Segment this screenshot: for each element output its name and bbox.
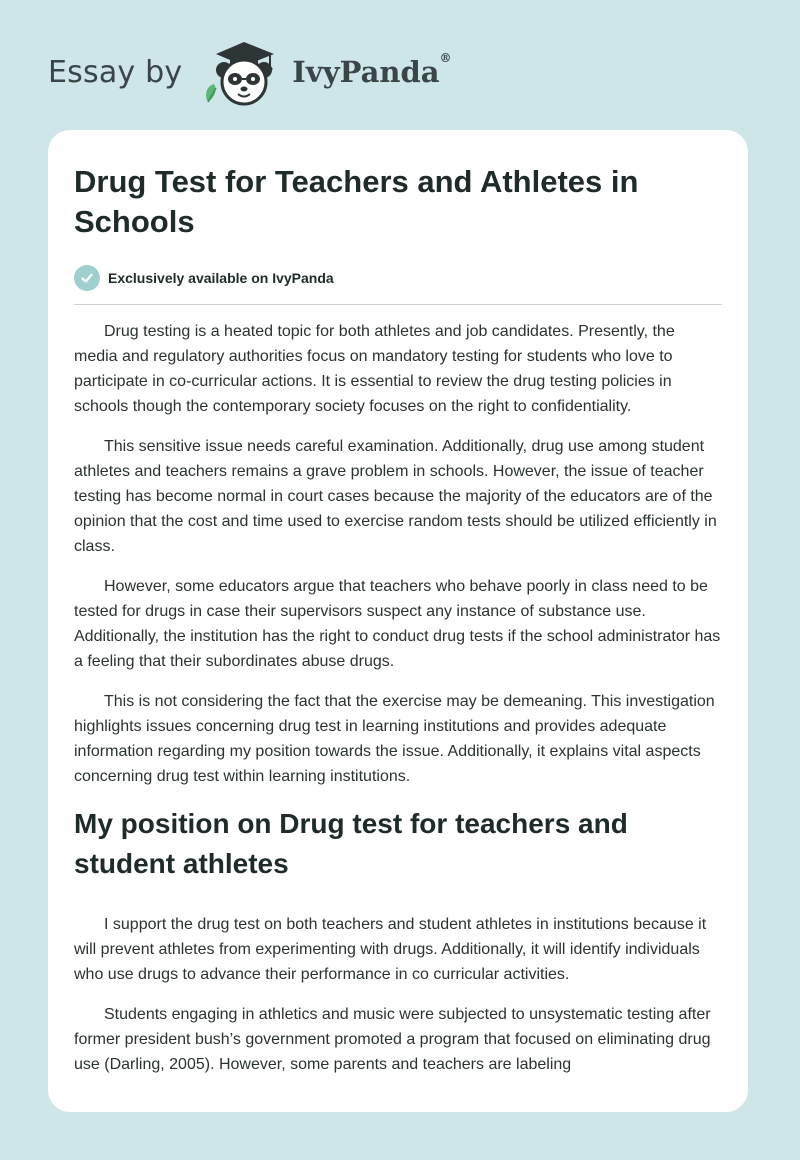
registered-mark: ® [439, 51, 452, 65]
section-heading: My position on Drug test for teachers and student athletes [74, 808, 628, 879]
exclusive-badge [74, 264, 722, 292]
paragraph: Students engaging in athletics and music were subjected to unsystematic testing after former president bush’s government promoted a program that focused on eliminating drug use (Darling, 2005). However, some parents and teachers are labeling [74, 1006, 711, 1073]
article-card [48, 130, 748, 1112]
article-body [74, 319, 722, 1077]
panda-logo-icon[interactable] [198, 36, 290, 108]
paragraph: However, some educators argue that teachers who behave poorly in class need to be tested for drugs in case their supervisors suspect any instance of substance use. Additionally, the institution has the right to conduct drug tests if the school administrator has a feeling that their subordinates abuse drugs. [74, 578, 721, 670]
paragraph: Drug testing is a heated topic for both athletes and job candidates. Presently, the media and regulatory authorities focus on mandatory testing for students who love to participate in co-curricular actions. It is essential to review the drug testing policies in schools though the contemporary society focuses on the right to confidentiality. [74, 323, 675, 415]
brand-prefix: Essay by [48, 54, 183, 90]
divider [74, 304, 722, 305]
paragraph: This is not considering the fact that the exercise may be demeaning. This investigation highlights issues concerning drug test in learning institutions and provides adequate information regarding my position towards the issue. Additionally, it explains vital aspects concerning drug test within learning institutions. [74, 693, 715, 785]
paragraph: This sensitive issue needs careful examination. Additionally, drug use among student athletes and teachers remains a grave problem in schools. However, the issue of teacher testing has become normal in court cases because the majority of the educators are of the opinion that the cost and time used to exercise random tests should be utilized efficiently in class. [74, 438, 717, 555]
brand-name [292, 51, 452, 89]
brand-name-text: IvyPanda [292, 55, 440, 89]
site-header [48, 36, 452, 108]
article-title: Drug Test for Teachers and Athletes in Schools [74, 164, 639, 239]
paragraph: I support the drug test on both teachers and student athletes in institutions because it will prevent athletes from experimenting with drugs. Additionally, it will identify individuals who use drugs to advance their performance in co curricular activities. [74, 916, 707, 983]
check-icon [74, 265, 100, 291]
exclusive-label: Exclusively available on IvyPanda [108, 270, 334, 286]
